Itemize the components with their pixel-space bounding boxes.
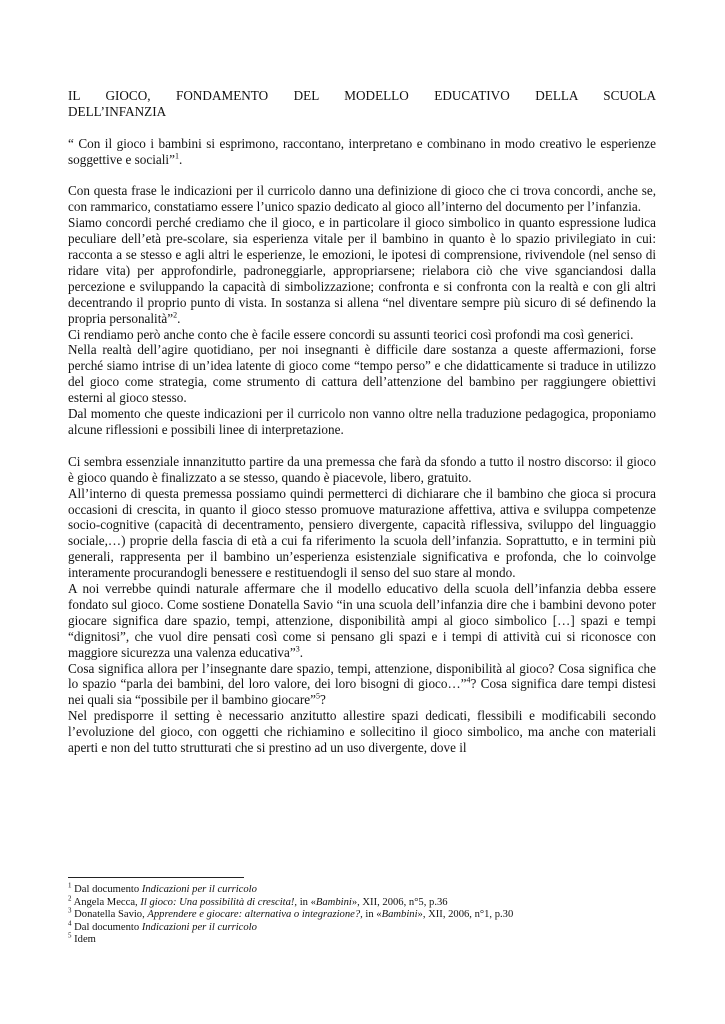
- paragraph-10: Nel predisporre il setting è necessario anzitutto allestire spazi dedicati, flessibili e modificabili secondo l’evoluzione del gioco, con oggetti che richiamino e sollecitino il gioco simbolico, ma anche con materiali aperti e non del tutto strutturati che si prestino ad un uso divergente, dove il: [68, 708, 656, 756]
- opening-quote: [68, 136, 656, 168]
- footnote-text: Angela Mecca,: [71, 896, 141, 908]
- footnote-5: [68, 931, 656, 947]
- footnote-ref-3: 3: [295, 644, 300, 654]
- paragraph-8-text: A noi verrebbe quindi naturale affermare che il modello educativo della scuola dell’infanzia debba essere fondato sul gioco. Come sostiene Donatella Savio “in una scuola dell’infanzia dire che i bambini devono poter giocare significa dare spazio, tempi, attenzione, disponibilità ampi al gioco simbolico […] spazi e tempi “dignitosi”, che vuol dire pensati così come si pensano gli spazi e i tempi di attività cui si riconosce con maggiore sicurezza una valenza educativa”: [68, 581, 656, 660]
- paragraph-9-text-c: ?: [319, 692, 326, 708]
- footnote-number: 1: [68, 881, 72, 890]
- footnote-text: », XII, 2006, n°5, p.36: [351, 896, 448, 908]
- quote-end: .: [178, 151, 183, 167]
- paragraph-9-text-b: ? Cosa significa dare tempi distesi nei quali sia “possibile per il bambino giocare”: [68, 676, 656, 708]
- paragraph-9: [68, 661, 656, 709]
- paragraph-2-end: .: [177, 310, 181, 326]
- footnote-1: [68, 881, 656, 897]
- title-line-2: DELL’INFANZIA: [68, 103, 167, 119]
- footnote-3: [68, 906, 656, 922]
- paragraph-9-text-a: Cosa significa allora per l’insegnante dare spazio, tempi, attenzione, disponibilità al gioco? Cosa significa che lo spazio “parla dei bambini, del loro valore, dei loro bisogni di gioco…”: [68, 660, 656, 692]
- footnote-number: 5: [68, 931, 72, 940]
- footnote-text: Donatella Savio,: [71, 909, 148, 921]
- title-line-1: IL GIOCO, FONDAMENTO DEL MODELLO EDUCATIVO DELLA SCUOLA: [68, 88, 656, 103]
- footnote-number: 2: [68, 894, 72, 903]
- paragraph-2-text: Siamo concordi perché crediamo che il gioco, e in particolare il gioco simbolico in quanto espressione ludica peculiare dell’età pre-scolare, sia esperienza vitale per il bambino in quanto è lo spazio privilegiato in cui: racconta a se stesso e agli altri le esperienze, le emozioni, le ipotesi di comprensione, rivivendole (nel senso di ridare vita) per approfondirle, padroneggiarle, appropriarsene; rielabora ciò che vive sganciandosi dalla percezione e sviluppando la capacità di simbolizzazione; confronta e si confronta con la realtà e con gli altri decentrando il proprio punto di vista. In sostanza si allena “nel diventare sempre più sicuro di sé definendo la propria personalità”: [68, 215, 656, 326]
- footnote-text: , in «: [294, 896, 316, 908]
- paragraph-2: [68, 215, 656, 326]
- footnote-text: in «: [362, 909, 382, 921]
- paragraph-6: Ci sembra essenziale innanzitutto partire da una premessa che farà da sfondo a tutto il nostro discorso: il gioco è gioco quando è finalizzato a se stesso, quando è piacevole, libero, gratuito.: [68, 453, 656, 485]
- paragraph-8: [68, 581, 656, 661]
- footnotes-section: [68, 877, 656, 947]
- footnote-2: [68, 894, 656, 910]
- footnote-text: Dal documento: [71, 884, 142, 895]
- footnote-journal: Bambini: [381, 909, 418, 921]
- paragraph-7: All’interno di questa premessa possiamo quindi permetterci di dichiarare che il bambino che gioca si procura occasioni di crescita, in quanto il gioco stesso promuove maturazione affettiva, attiva e sviluppa competenze socio-cognitive (capacità di decentramento, pensiero divergente, capacità riflessiva, sviluppo del linguaggio sociale,…) proprie della fascia di età a cui fa riferimento la scuola dell’infanzia. Soprattutto, e in termini più generali, rappresenta per il bambino un’esperienza esistenziale significativa e profonda, che lo coinvolge interamente procurandogli benessere e restituendogli il senso del suo stare al mondo.: [68, 485, 656, 581]
- footnote-text: Idem: [71, 934, 96, 946]
- footnote-ref-4: 4: [466, 676, 471, 686]
- paragraph-8-end: .: [299, 644, 304, 660]
- footnote-4: [68, 919, 656, 935]
- footnote-title: Apprendere e giocare: alternativa o integrazione?,: [147, 909, 363, 921]
- document-body: [68, 88, 656, 756]
- footnote-number: 3: [68, 906, 72, 915]
- footnote-journal: Bambini: [315, 896, 352, 908]
- paragraph-3: Ci rendiamo però anche conto che è facile essere concordi su assunti teorici così profondi ma così generici.: [68, 326, 634, 342]
- paragraph-4: Nella realtà dell’agire quotidiano, per noi insegnanti è difficile dare sostanza a queste affermazioni, forse perché siamo intrise di un’idea latente di gioco come “tempo perso” e che didatticamente si traduce in utilizzo del gioco come strategia, come strumento di cattura dell’attenzione del bambino per raggiungere obiettivi esterni al gioco stesso.: [68, 342, 656, 406]
- footnote-text: Dal documento: [71, 921, 142, 933]
- paragraph-5: Dal momento che queste indicazioni per il curricolo non vanno oltre nella traduzione pedagogica, proponiamo alcune riflessioni e possibili linee di interpretazione.: [68, 406, 656, 437]
- footnote-title: Indicazioni per il curricolo: [141, 921, 257, 933]
- quote-text: “ Con il gioco i bambini si esprimono, raccontano, interpretano e combinano in modo creativo le esperienze soggettive e sociali”: [68, 135, 656, 167]
- footnote-ref-5: 5: [315, 692, 320, 701]
- footnote-title: Il gioco: Una possibilità di crescita!: [140, 896, 295, 908]
- document-title: [68, 88, 656, 120]
- footnote-ref-2: 2: [173, 310, 178, 320]
- footnote-ref-1: 1: [174, 151, 179, 161]
- footnote-text: », XII, 2006, n°1, p.30: [417, 909, 514, 921]
- footnote-title: Indicazioni per il curricolo: [141, 884, 257, 895]
- footnote-divider: [68, 877, 244, 878]
- paragraph-1: Con questa frase le indicazioni per il curricolo danno una definizione di gioco che ci trova concordi, anche se, con rammarico, constatiamo essere l’unico spazio dedicato al gioco all’interno del documento per l’infanzia.: [68, 183, 656, 215]
- footnote-number: 4: [68, 919, 72, 928]
